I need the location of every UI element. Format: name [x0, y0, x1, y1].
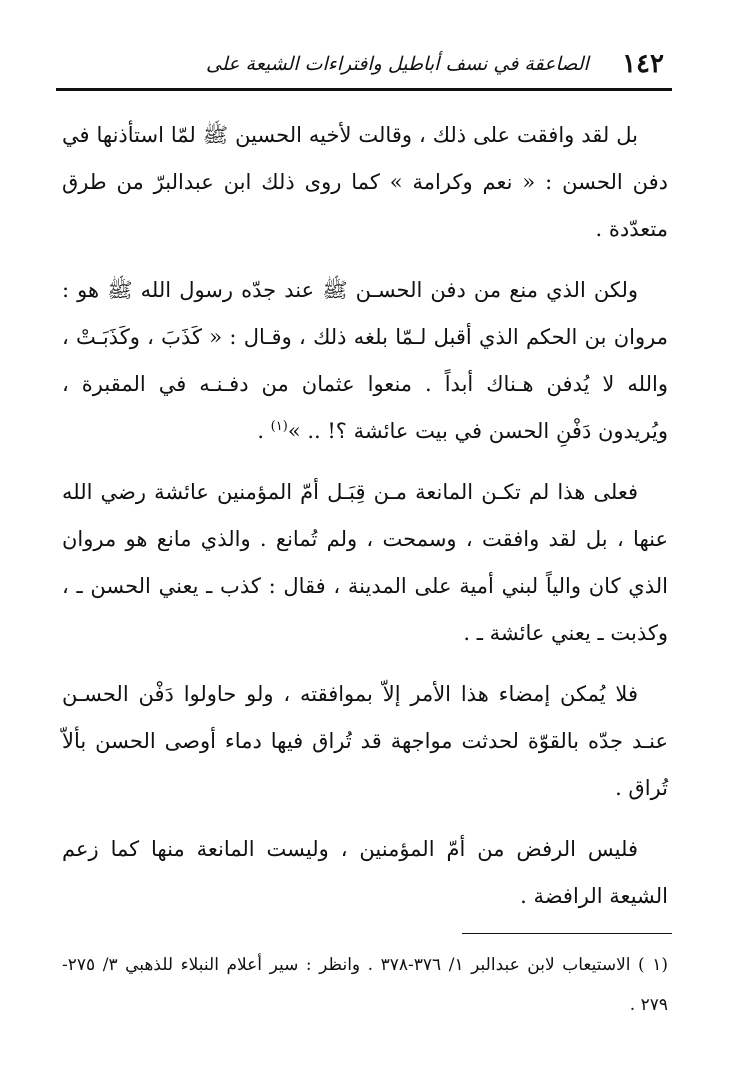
running-title: الصاعقة في نسف أباطيل وافتراءات الشيعة على — [206, 53, 589, 75]
header-rule — [56, 88, 672, 91]
paragraph-1: بل لقد وافقت على ذلك ، وقالت لأخيه الحسين ﷺ لمّا استأذنها في دفن الحسن : « نعم وكرامة » كما روى ذلك ابن عبدالبرّ من طرق متعدّدة . — [62, 123, 668, 241]
footnote-rule — [462, 933, 672, 934]
body-text — [62, 112, 668, 920]
paragraph-2-text: ولكن الذي منع من دفن الحسـن ﷺ عند جدّه رسول الله ﷺ هو : مروان بن الحكم الذي أقبل لـمّا بلغه ذلك ، وقـال : « كَذَبَ ، وكَذَبَـتْ ، والله لا يُدفن هـناك أبداً . منعوا عثمان من دفـنـه في المقبرة ، ويُريدون دَفْنِ الحسن في بيت عائشة ؟! .. » — [62, 278, 668, 443]
footnote-reference: (١) — [270, 419, 288, 434]
footnote — [62, 945, 668, 1025]
paragraph-3: فعلى هذا لم تكـن المانعة مـن قِبَـل أمّ المؤمنين عائشة رضي الله عنها ، بل لقد وافقت ، وسمحت ، ولم تُمانع . والذي مانع هو مروان الذي كان والياً لبني أمية على المدينة ، فقال : كذب ـ يعني الحسن ـ ، وكذبت ـ يعني عائشة ـ . — [62, 480, 668, 645]
paragraph-5: فليس الرفض من أمّ المؤمنين ، وليست المانعة منها كما زعم الشيعة الرافضة . — [62, 837, 668, 908]
paragraph-2 — [62, 267, 668, 455]
footnote-text: (١ ) الاستيعاب لابن عبدالبر ١/ ٣٧٦-٣٧٨ . وانظر : سير أعلام النبلاء للذهبي ٣/ ٢٧٥- ٢٧٩ . — [62, 955, 669, 1015]
paragraph-2-end: . — [257, 419, 271, 443]
page-header — [56, 42, 672, 86]
page-number: ١٤٢ — [622, 49, 664, 79]
paragraph-4: فلا يُمكن إمضاء هذا الأمر إلاّ بموافقته ، ولو حاولوا دَفْن الحسـن عنـد جدّه بالقوّة لحدثت مواجهة قد تُراق فيها دماء أوصى الحسن بألاّ تُراق . — [62, 682, 668, 800]
